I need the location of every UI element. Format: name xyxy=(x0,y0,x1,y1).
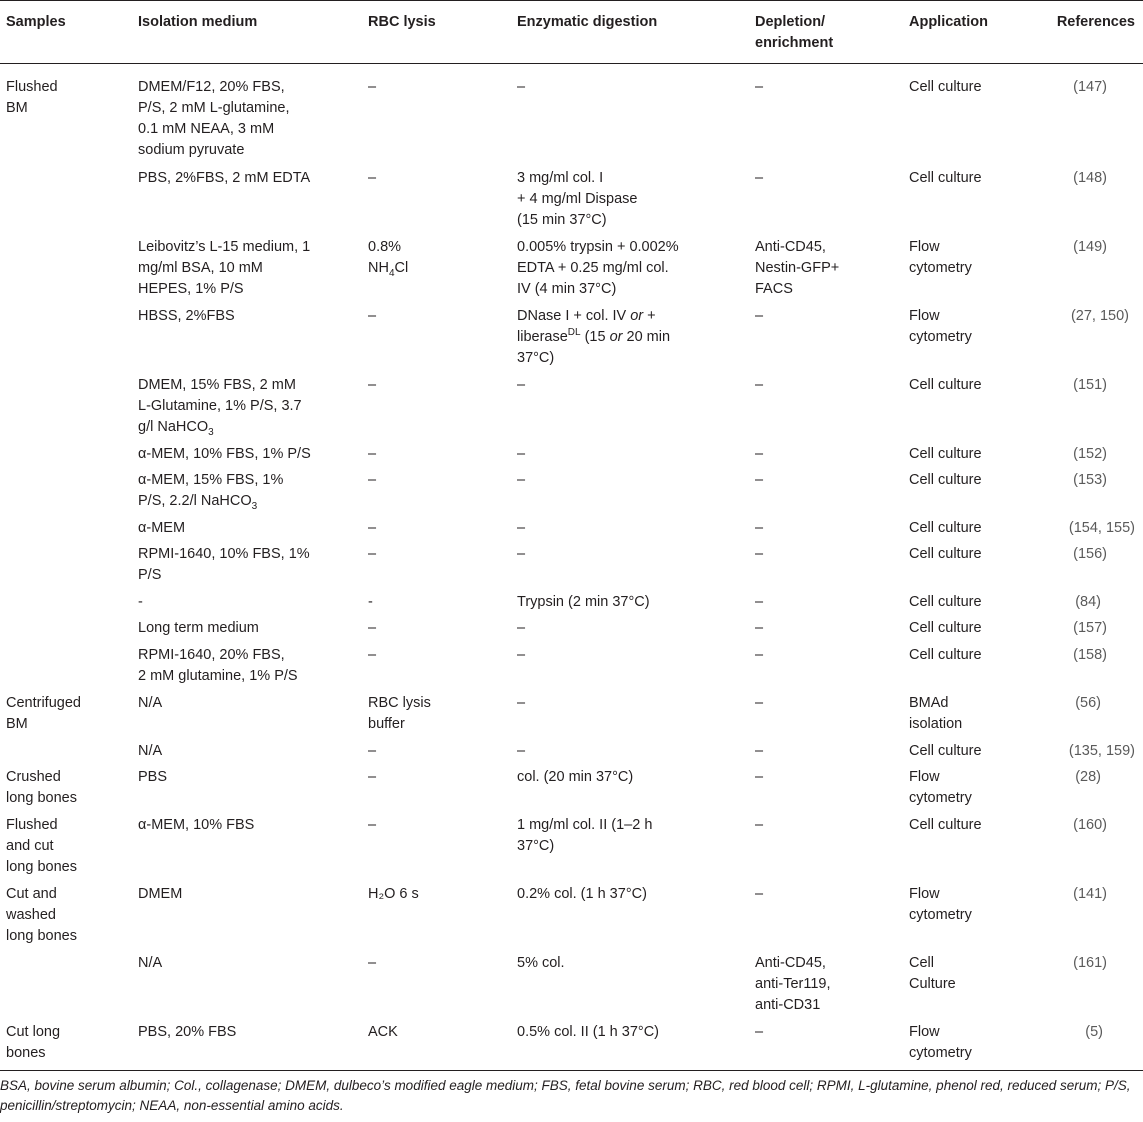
cell-enzymatic-digestion: – xyxy=(517,79,526,95)
enz-text: 37°C) xyxy=(517,350,555,366)
cell-isolation-medium: - xyxy=(138,594,143,610)
cell-references: (28) xyxy=(1075,769,1101,785)
cell-references: (153) xyxy=(1073,472,1107,488)
cell-isolation-medium: RPMI-1640, 20% FBS, 2 mM glutamine, 1% P/S xyxy=(138,647,298,684)
cell-rbc-lysis xyxy=(368,237,408,279)
table-footnote: BSA, bovine serum albumin; Col., collagenase; DMEM, dulbeco’s modified eagle medium; FBS, fetal bovine serum; RBC, red blood cell; RPMI, L-glutamine, phenol red, reduced serum; P/S, penicillin/streptomycin; NEAA, non-essential amino acids. xyxy=(0,1078,1131,1113)
cell-enzymatic-digestion: – xyxy=(517,446,526,462)
cell-isolation-medium xyxy=(138,375,302,438)
cell-application: Cell culture xyxy=(909,620,982,636)
cell-depletion: – xyxy=(755,79,764,95)
cell-application: Cell culture xyxy=(909,79,982,95)
cell-isolation-medium: α-MEM xyxy=(138,520,186,536)
enz-text: 20 min xyxy=(622,329,671,345)
enz-or: or xyxy=(609,329,623,345)
cell-application: Cell culture xyxy=(909,520,982,536)
cell-application: Cell culture xyxy=(909,594,982,610)
cell-enzymatic-digestion: – xyxy=(517,647,526,663)
cell-references: (152) xyxy=(1073,446,1107,462)
cell-references: (84) xyxy=(1075,594,1101,610)
cell-enzymatic-digestion: 3 mg/ml col. I + 4 mg/ml Dispase (15 min 37°C) xyxy=(517,170,638,228)
header-depletion-enrichment: Depletion/ enrichment xyxy=(755,14,834,51)
cell-isolation-medium: PBS, 20% FBS xyxy=(138,1024,237,1040)
header-isolation-medium: Isolation medium xyxy=(138,14,258,30)
cell-references: (148) xyxy=(1073,170,1107,186)
cell-application: Cell culture xyxy=(909,817,982,833)
cell-isolation-medium: Long term medium xyxy=(138,620,259,636)
cell-enzymatic-digestion: – xyxy=(517,520,526,536)
cell-depletion: – xyxy=(755,446,764,462)
enz-text: + xyxy=(643,308,656,324)
rbc-formula-subscript: 4 xyxy=(388,267,395,279)
cell-samples: Crushed long bones xyxy=(6,769,77,806)
cell-application: Cell culture xyxy=(909,170,982,186)
cell-application: Flow cytometry xyxy=(909,886,972,923)
cell-application: BMAd isolation xyxy=(909,695,963,732)
cell-samples: Flushed and cut long bones xyxy=(6,817,77,875)
cell-enzymatic-digestion: Trypsin (2 min 37°C) xyxy=(517,594,650,610)
cell-application: Flow cytometry xyxy=(909,239,972,276)
cell-application: Flow cytometry xyxy=(909,308,972,345)
cell-isolation-medium: DMEM/F12, 20% FBS, P/S, 2 mM L-glutamine, 0.1 mM NEAA, 3 mM sodium pyruvate xyxy=(138,79,290,158)
cell-enzymatic-digestion xyxy=(517,306,670,369)
cell-application: Cell Culture xyxy=(909,955,956,992)
header-application: Application xyxy=(909,14,988,30)
header-enzymatic-digestion: Enzymatic digestion xyxy=(517,14,658,30)
cell-rbc-lysis: – xyxy=(368,377,377,393)
cell-rbc-lysis: – xyxy=(368,472,377,488)
cell-enzymatic-digestion: – xyxy=(517,377,526,393)
cell-rbc-lysis: – xyxy=(368,170,377,186)
cell-depletion: Anti-CD45, Nestin-GFP+ FACS xyxy=(755,239,840,297)
cell-isolation-medium: Leibovitz’s L-15 medium, 1 mg/ml BSA, 10 mM HEPES, 1% P/S xyxy=(138,239,311,297)
cell-enzymatic-digestion: – xyxy=(517,620,526,636)
cell-references: (5) xyxy=(1085,1024,1103,1040)
cell-depletion: – xyxy=(755,620,764,636)
cell-references: (160) xyxy=(1073,817,1107,833)
cell-enzymatic-digestion: – xyxy=(517,743,526,759)
cell-application: Cell culture xyxy=(909,472,982,488)
isolation-subscript: 3 xyxy=(251,500,258,512)
cell-depletion: – xyxy=(755,520,764,536)
cell-isolation-medium: DMEM xyxy=(138,886,183,902)
cell-isolation-medium: RPMI-1640, 10% FBS, 1% P/S xyxy=(138,546,310,583)
cell-application: Flow cytometry xyxy=(909,1024,972,1061)
rbc-value: 0.8% xyxy=(368,239,402,255)
cell-rbc-lysis: – xyxy=(368,817,377,833)
bottom-rule xyxy=(0,1070,1143,1071)
cell-depletion: – xyxy=(755,743,764,759)
cell-depletion: – xyxy=(755,647,764,663)
cell-depletion: – xyxy=(755,546,764,562)
cell-rbc-lysis: - xyxy=(368,594,373,610)
cell-samples: Flushed BM xyxy=(6,79,58,116)
isolation-text: α-MEM, 15% FBS, 1% P/S, 2.2/l NaHCO xyxy=(138,472,284,509)
cell-isolation-medium: HBSS, 2%FBS xyxy=(138,308,235,324)
cell-depletion: – xyxy=(755,695,764,711)
enz-text: DNase I + col. IV xyxy=(517,308,631,324)
cell-samples: Centrifuged BM xyxy=(6,695,81,732)
cell-depletion: – xyxy=(755,170,764,186)
cell-isolation-medium: N/A xyxy=(138,695,163,711)
cell-rbc-lysis: – xyxy=(368,647,377,663)
cell-application: Cell culture xyxy=(909,743,982,759)
cell-samples: Cut long bones xyxy=(6,1024,61,1061)
cell-references: (141) xyxy=(1073,886,1107,902)
cell-enzymatic-digestion: – xyxy=(517,472,526,488)
cell-enzymatic-digestion: 5% col. xyxy=(517,955,565,971)
cell-isolation-medium: PBS, 2%FBS, 2 mM EDTA xyxy=(138,170,311,186)
cell-rbc-lysis: – xyxy=(368,79,377,95)
cell-rbc-lysis: – xyxy=(368,769,377,785)
header-samples: Samples xyxy=(6,14,66,30)
top-rule xyxy=(0,0,1143,1)
cell-depletion: Anti-CD45, anti-Ter119, anti-CD31 xyxy=(755,955,831,1013)
rbc-formula: NH xyxy=(368,260,389,276)
cell-rbc-lysis: – xyxy=(368,955,377,971)
cell-isolation-medium: α-MEM, 10% FBS, 1% P/S xyxy=(138,446,311,462)
enz-text: (15 xyxy=(580,329,610,345)
cell-references: (154, 155) xyxy=(1068,520,1135,536)
cell-enzymatic-digestion: 1 mg/ml col. II (1–2 h 37°C) xyxy=(517,817,653,854)
cell-isolation-medium: PBS xyxy=(138,769,168,785)
cell-references: (135, 159) xyxy=(1068,743,1135,759)
isolation-subscript: 3 xyxy=(208,426,214,438)
cell-references: (27, 150) xyxy=(1070,308,1129,324)
cell-isolation-medium: α-MEM, 10% FBS xyxy=(138,817,255,833)
cell-depletion: – xyxy=(755,594,764,610)
cell-rbc-lysis: – xyxy=(368,546,377,562)
cell-application: Cell culture xyxy=(909,377,982,393)
cell-references: (147) xyxy=(1073,79,1107,95)
cell-enzymatic-digestion: – xyxy=(517,546,526,562)
cell-rbc-lysis: – xyxy=(368,308,377,324)
header-rule xyxy=(0,63,1143,64)
cell-enzymatic-digestion: – xyxy=(517,695,526,711)
cell-isolation-medium: N/A xyxy=(138,955,163,971)
cell-application: Flow cytometry xyxy=(909,769,972,806)
cell-depletion: – xyxy=(755,308,764,324)
cell-references: (149) xyxy=(1073,239,1107,255)
rbc-formula-suffix: Cl xyxy=(394,260,409,276)
cell-references: (157) xyxy=(1073,620,1107,636)
cell-depletion: – xyxy=(755,472,764,488)
cell-depletion: – xyxy=(755,769,764,785)
cell-rbc-lysis: – xyxy=(368,620,377,636)
cell-rbc-lysis: – xyxy=(368,446,377,462)
header-rbc-lysis: RBC lysis xyxy=(368,14,436,30)
header-references: References xyxy=(1056,14,1135,30)
cell-rbc-lysis: RBC lysis buffer xyxy=(368,695,431,732)
cell-enzymatic-digestion: 0.2% col. (1 h 37°C) xyxy=(517,886,647,902)
cell-references: (156) xyxy=(1073,546,1107,562)
cell-depletion: – xyxy=(755,1024,764,1040)
cell-rbc-lysis: – xyxy=(368,520,377,536)
cell-depletion: – xyxy=(755,817,764,833)
cell-depletion: – xyxy=(755,886,764,902)
cell-rbc-lysis: H₂O 6 s xyxy=(368,886,419,902)
cell-references: (151) xyxy=(1073,377,1107,393)
enz-superscript: DL xyxy=(567,327,581,339)
cell-enzymatic-digestion: 0.5% col. II (1 h 37°C) xyxy=(517,1024,659,1040)
cell-isolation-medium: N/A xyxy=(138,743,163,759)
cell-depletion: – xyxy=(755,377,764,393)
cell-application: Cell culture xyxy=(909,446,982,462)
cell-references: (56) xyxy=(1075,695,1101,711)
cell-rbc-lysis: ACK xyxy=(368,1024,398,1040)
cell-rbc-lysis: – xyxy=(368,743,377,759)
enz-text: liberase xyxy=(517,329,568,345)
isolation-text: DMEM, 15% FBS, 2 mM L-Glutamine, 1% P/S, 3.7 g/l NaHCO xyxy=(138,377,302,435)
cell-enzymatic-digestion: 0.005% trypsin + 0.002% EDTA + 0.25 mg/ml col. IV (4 min 37°C) xyxy=(517,239,679,297)
cell-references: (158) xyxy=(1073,647,1107,663)
cell-isolation-medium xyxy=(138,470,283,512)
cell-enzymatic-digestion: col. (20 min 37°C) xyxy=(517,769,634,785)
cell-application: Cell culture xyxy=(909,647,982,663)
enz-or: or xyxy=(630,308,644,324)
cell-application: Cell culture xyxy=(909,546,982,562)
cell-samples: Cut and washed long bones xyxy=(6,886,77,944)
cell-references: (161) xyxy=(1073,955,1107,971)
